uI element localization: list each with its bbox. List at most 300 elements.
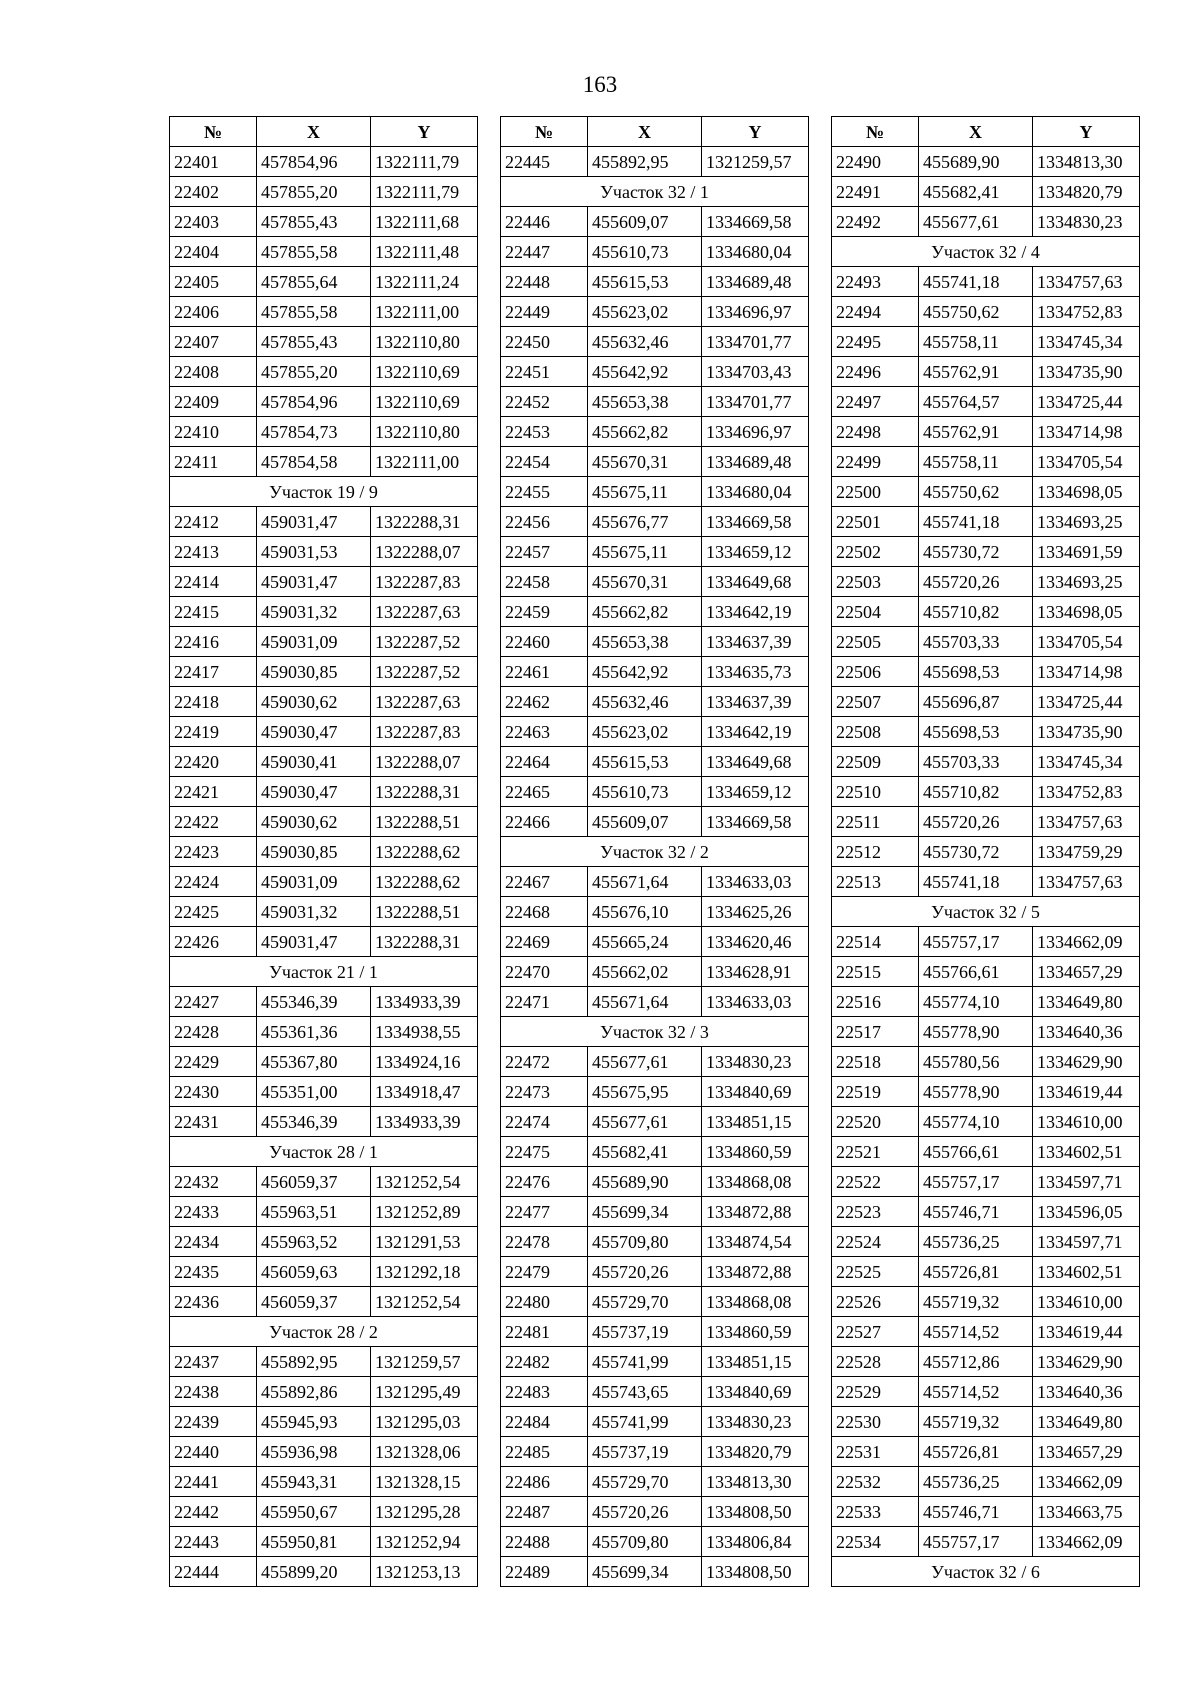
table-row — [170, 717, 478, 747]
y-value: 1334620,46 — [702, 927, 809, 957]
point-number: 22492 — [832, 207, 919, 237]
table-row — [170, 1197, 478, 1227]
point-number: 22402 — [170, 177, 257, 207]
x-value: 455730,72 — [919, 837, 1033, 867]
point-number: 22528 — [832, 1347, 919, 1377]
y-value: 1334851,15 — [702, 1347, 809, 1377]
point-number: 22467 — [501, 867, 588, 897]
table-row — [501, 1317, 809, 1347]
point-number: 22430 — [170, 1077, 257, 1107]
point-number: 22435 — [170, 1257, 257, 1287]
x-value: 455936,98 — [257, 1437, 371, 1467]
x-value: 455671,64 — [588, 987, 702, 1017]
point-number: 22478 — [501, 1227, 588, 1257]
y-value: 1334924,16 — [371, 1047, 478, 1077]
x-value: 455346,39 — [257, 1107, 371, 1137]
y-value: 1334619,44 — [1033, 1317, 1140, 1347]
table-row — [501, 897, 809, 927]
table-row — [501, 147, 809, 177]
x-value: 455774,10 — [919, 987, 1033, 1017]
y-value: 1321252,54 — [371, 1167, 478, 1197]
point-number: 22449 — [501, 297, 588, 327]
y-value: 1334633,03 — [702, 987, 809, 1017]
page-number: 163 — [582, 72, 618, 97]
point-number: 22424 — [170, 867, 257, 897]
x-value: 455698,53 — [919, 717, 1033, 747]
point-number: 22462 — [501, 687, 588, 717]
table-row — [170, 1107, 478, 1137]
point-number: 22423 — [170, 837, 257, 867]
y-value: 1334705,54 — [1033, 627, 1140, 657]
table-row — [170, 987, 478, 1017]
table-row — [832, 867, 1140, 897]
x-value: 457855,64 — [257, 267, 371, 297]
y-value: 1322287,63 — [371, 597, 478, 627]
y-value: 1334662,09 — [1033, 927, 1140, 957]
header-y: Y — [371, 117, 478, 147]
section-row — [501, 177, 809, 207]
y-value: 1334868,08 — [702, 1287, 809, 1317]
x-value: 455709,80 — [588, 1527, 702, 1557]
point-number: 22481 — [501, 1317, 588, 1347]
x-value: 459031,32 — [257, 897, 371, 927]
y-value: 1334872,88 — [702, 1257, 809, 1287]
header-x: X — [588, 117, 702, 147]
point-number: 22512 — [832, 837, 919, 867]
table-row — [170, 327, 478, 357]
y-value: 1334851,15 — [702, 1107, 809, 1137]
y-value: 1334714,98 — [1033, 417, 1140, 447]
section-row — [501, 837, 809, 867]
point-number: 22510 — [832, 777, 919, 807]
point-number: 22461 — [501, 657, 588, 687]
y-value: 1334759,29 — [1033, 837, 1140, 867]
point-number: 22427 — [170, 987, 257, 1017]
table-row — [832, 507, 1140, 537]
point-number: 22447 — [501, 237, 588, 267]
x-value: 459030,41 — [257, 747, 371, 777]
table-row — [170, 357, 478, 387]
section-row — [170, 957, 478, 987]
table-row — [501, 1107, 809, 1137]
table-row — [170, 627, 478, 657]
x-value: 457854,73 — [257, 417, 371, 447]
table-row — [501, 1197, 809, 1227]
y-value: 1321328,15 — [371, 1467, 478, 1497]
y-value: 1334813,30 — [702, 1467, 809, 1497]
x-value: 455950,81 — [257, 1527, 371, 1557]
x-value: 455730,72 — [919, 537, 1033, 567]
point-number: 22513 — [832, 867, 919, 897]
point-number: 22506 — [832, 657, 919, 687]
point-number: 22473 — [501, 1077, 588, 1107]
table-row — [501, 1377, 809, 1407]
x-value: 455675,11 — [588, 477, 702, 507]
x-value: 455609,07 — [588, 807, 702, 837]
x-value: 455736,25 — [919, 1467, 1033, 1497]
y-value: 1334649,80 — [1033, 1407, 1140, 1437]
table-row — [501, 567, 809, 597]
table-row — [832, 327, 1140, 357]
table-row — [170, 1077, 478, 1107]
point-number: 22464 — [501, 747, 588, 777]
x-value: 457854,96 — [257, 147, 371, 177]
x-value: 455615,53 — [588, 267, 702, 297]
y-value: 1334933,39 — [371, 987, 478, 1017]
x-value: 455741,18 — [919, 867, 1033, 897]
y-value: 1334725,44 — [1033, 687, 1140, 717]
section-row — [170, 477, 478, 507]
x-value: 455676,77 — [588, 507, 702, 537]
y-value: 1334635,73 — [702, 657, 809, 687]
y-value: 1334628,91 — [702, 957, 809, 987]
point-number: 22458 — [501, 567, 588, 597]
x-value: 455709,80 — [588, 1227, 702, 1257]
point-number: 22519 — [832, 1077, 919, 1107]
table-row — [832, 1377, 1140, 1407]
point-number: 22475 — [501, 1137, 588, 1167]
y-value: 1334649,68 — [702, 747, 809, 777]
y-value: 1334808,50 — [702, 1557, 809, 1587]
table-row — [501, 387, 809, 417]
point-number: 22476 — [501, 1167, 588, 1197]
coordinates-table-3 — [831, 116, 1140, 1587]
table-row — [832, 1407, 1140, 1437]
table-row — [832, 837, 1140, 867]
x-value: 455737,19 — [588, 1437, 702, 1467]
table-row — [170, 1557, 478, 1587]
point-number: 22468 — [501, 897, 588, 927]
table-row — [832, 147, 1140, 177]
point-number: 22516 — [832, 987, 919, 1017]
y-value: 1334696,97 — [702, 417, 809, 447]
x-value: 455762,91 — [919, 357, 1033, 387]
point-number: 22526 — [832, 1287, 919, 1317]
table-row — [832, 627, 1140, 657]
table-row — [832, 357, 1140, 387]
x-value: 455623,02 — [588, 297, 702, 327]
header-number: № — [832, 117, 919, 147]
table-row — [832, 1437, 1140, 1467]
y-value: 1322287,52 — [371, 657, 478, 687]
x-value: 455746,71 — [919, 1497, 1033, 1527]
x-value: 455757,17 — [919, 1167, 1033, 1197]
x-value: 457855,20 — [257, 177, 371, 207]
table-row — [170, 1347, 478, 1377]
point-number: 22463 — [501, 717, 588, 747]
header-y: Y — [1033, 117, 1140, 147]
y-value: 1334597,71 — [1033, 1227, 1140, 1257]
point-number: 22443 — [170, 1527, 257, 1557]
table-row — [170, 747, 478, 777]
x-value: 457855,43 — [257, 207, 371, 237]
y-value: 1334640,36 — [1033, 1377, 1140, 1407]
y-value: 1334806,84 — [702, 1527, 809, 1557]
table-row — [501, 927, 809, 957]
table-row — [832, 267, 1140, 297]
x-value: 455653,38 — [588, 627, 702, 657]
section-title: Участок 28 / 1 — [170, 1137, 478, 1167]
table-row — [501, 507, 809, 537]
y-value: 1322287,83 — [371, 567, 478, 597]
table-row — [832, 417, 1140, 447]
point-number: 22419 — [170, 717, 257, 747]
y-value: 1322110,80 — [371, 417, 478, 447]
point-number: 22520 — [832, 1107, 919, 1137]
point-number: 22416 — [170, 627, 257, 657]
x-value: 459030,47 — [257, 717, 371, 747]
y-value: 1334703,43 — [702, 357, 809, 387]
y-value: 1334649,80 — [1033, 987, 1140, 1017]
y-value: 1334830,23 — [702, 1047, 809, 1077]
y-value: 1334701,77 — [702, 387, 809, 417]
y-value: 1334860,59 — [702, 1137, 809, 1167]
table-row — [170, 147, 478, 177]
point-number: 22407 — [170, 327, 257, 357]
y-value: 1334757,63 — [1033, 267, 1140, 297]
point-number: 22429 — [170, 1047, 257, 1077]
x-value: 455699,34 — [588, 1197, 702, 1227]
header-x: X — [257, 117, 371, 147]
y-value: 1321253,13 — [371, 1557, 478, 1587]
x-value: 455774,10 — [919, 1107, 1033, 1137]
y-value: 1322288,31 — [371, 507, 478, 537]
point-number: 22502 — [832, 537, 919, 567]
table-row — [832, 207, 1140, 237]
point-number: 22451 — [501, 357, 588, 387]
table-row — [170, 1047, 478, 1077]
y-value: 1322111,68 — [371, 207, 478, 237]
table-row — [832, 1227, 1140, 1257]
y-value: 1334689,48 — [702, 447, 809, 477]
table-row — [501, 327, 809, 357]
y-value: 1334680,04 — [702, 237, 809, 267]
x-value: 455665,24 — [588, 927, 702, 957]
x-value: 455719,32 — [919, 1287, 1033, 1317]
table-row — [832, 597, 1140, 627]
table-row — [170, 297, 478, 327]
point-number: 22422 — [170, 807, 257, 837]
point-number: 22442 — [170, 1497, 257, 1527]
y-value: 1334625,26 — [702, 897, 809, 927]
table-row — [501, 747, 809, 777]
x-value: 455766,61 — [919, 1137, 1033, 1167]
y-value: 1334669,58 — [702, 207, 809, 237]
section-title: Участок 32 / 5 — [832, 897, 1140, 927]
y-value: 1334629,90 — [1033, 1047, 1140, 1077]
x-value: 455892,86 — [257, 1377, 371, 1407]
y-value: 1334830,23 — [1033, 207, 1140, 237]
header-row — [501, 117, 809, 147]
x-value: 455726,81 — [919, 1257, 1033, 1287]
table-row — [832, 1047, 1140, 1077]
point-number: 22483 — [501, 1377, 588, 1407]
header-y: Y — [702, 117, 809, 147]
y-value: 1321295,28 — [371, 1497, 478, 1527]
table-row — [832, 1527, 1140, 1557]
point-number: 22414 — [170, 567, 257, 597]
section-title: Участок 28 / 2 — [170, 1317, 478, 1347]
table-row — [832, 1167, 1140, 1197]
point-number: 22455 — [501, 477, 588, 507]
y-value: 1334610,00 — [1033, 1287, 1140, 1317]
x-value: 455945,93 — [257, 1407, 371, 1437]
x-value: 455720,26 — [588, 1257, 702, 1287]
x-value: 457855,20 — [257, 357, 371, 387]
point-number: 22439 — [170, 1407, 257, 1437]
y-value: 1334637,39 — [702, 627, 809, 657]
table-row — [170, 207, 478, 237]
x-value: 456059,63 — [257, 1257, 371, 1287]
y-value: 1334629,90 — [1033, 1347, 1140, 1377]
point-number: 22425 — [170, 897, 257, 927]
point-number: 22452 — [501, 387, 588, 417]
table-row — [832, 567, 1140, 597]
point-number: 22490 — [832, 147, 919, 177]
point-number: 22477 — [501, 1197, 588, 1227]
point-number: 22504 — [832, 597, 919, 627]
section-row — [832, 237, 1140, 267]
y-value: 1322287,52 — [371, 627, 478, 657]
table-row — [170, 237, 478, 267]
point-number: 22515 — [832, 957, 919, 987]
table-row — [501, 717, 809, 747]
section-row — [832, 1557, 1140, 1587]
x-value: 455653,38 — [588, 387, 702, 417]
x-value: 459031,09 — [257, 627, 371, 657]
table-row — [832, 1107, 1140, 1137]
table-row — [832, 1317, 1140, 1347]
table-row — [501, 447, 809, 477]
y-value: 1334840,69 — [702, 1377, 809, 1407]
x-value: 455696,87 — [919, 687, 1033, 717]
table-row — [501, 867, 809, 897]
x-value: 455677,61 — [588, 1047, 702, 1077]
x-value: 456059,37 — [257, 1167, 371, 1197]
y-value: 1334659,12 — [702, 537, 809, 567]
y-value: 1334813,30 — [1033, 147, 1140, 177]
table-row — [501, 477, 809, 507]
x-value: 455699,34 — [588, 1557, 702, 1587]
x-value: 455719,32 — [919, 1407, 1033, 1437]
point-number: 22532 — [832, 1467, 919, 1497]
x-value: 455714,52 — [919, 1377, 1033, 1407]
y-value: 1334649,68 — [702, 567, 809, 597]
y-value: 1334868,08 — [702, 1167, 809, 1197]
table-row — [170, 1377, 478, 1407]
point-number: 22485 — [501, 1437, 588, 1467]
y-value: 1334757,63 — [1033, 807, 1140, 837]
point-number: 22517 — [832, 1017, 919, 1047]
x-value: 455780,56 — [919, 1047, 1033, 1077]
x-value: 455963,51 — [257, 1197, 371, 1227]
y-value: 1334657,29 — [1033, 1437, 1140, 1467]
y-value: 1322288,51 — [371, 897, 478, 927]
x-value: 455670,31 — [588, 567, 702, 597]
y-value: 1321295,03 — [371, 1407, 478, 1437]
y-value: 1334669,58 — [702, 507, 809, 537]
x-value: 455750,62 — [919, 297, 1033, 327]
table-row — [501, 1077, 809, 1107]
x-value: 455943,31 — [257, 1467, 371, 1497]
table-row — [501, 807, 809, 837]
y-value: 1334633,03 — [702, 867, 809, 897]
table-row — [832, 1077, 1140, 1107]
x-value: 455750,62 — [919, 477, 1033, 507]
y-value: 1321252,89 — [371, 1197, 478, 1227]
table-row — [832, 1017, 1140, 1047]
y-value: 1334602,51 — [1033, 1257, 1140, 1287]
y-value: 1334757,63 — [1033, 867, 1140, 897]
point-number: 22438 — [170, 1377, 257, 1407]
point-number: 22470 — [501, 957, 588, 987]
x-value: 455703,33 — [919, 627, 1033, 657]
point-number: 22479 — [501, 1257, 588, 1287]
section-title: Участок 21 / 1 — [170, 957, 478, 987]
y-value: 1322288,62 — [371, 837, 478, 867]
x-value: 455610,73 — [588, 237, 702, 267]
y-value: 1322287,63 — [371, 687, 478, 717]
x-value: 459031,47 — [257, 507, 371, 537]
point-number: 22466 — [501, 807, 588, 837]
table-row — [170, 1257, 478, 1287]
table-row — [501, 1137, 809, 1167]
table-row — [501, 1227, 809, 1257]
y-value: 1322111,00 — [371, 297, 478, 327]
y-value: 1334735,90 — [1033, 717, 1140, 747]
y-value: 1334860,59 — [702, 1317, 809, 1347]
x-value: 455361,36 — [257, 1017, 371, 1047]
table-row — [832, 477, 1140, 507]
x-value: 455892,95 — [588, 147, 702, 177]
point-number: 22418 — [170, 687, 257, 717]
x-value: 455677,61 — [919, 207, 1033, 237]
x-value: 459030,62 — [257, 807, 371, 837]
table-row — [501, 267, 809, 297]
y-value: 1334698,05 — [1033, 477, 1140, 507]
x-value: 455758,11 — [919, 447, 1033, 477]
y-value: 1334752,83 — [1033, 777, 1140, 807]
y-value: 1321259,57 — [702, 147, 809, 177]
point-number: 22505 — [832, 627, 919, 657]
table-row — [832, 387, 1140, 417]
point-number: 22523 — [832, 1197, 919, 1227]
y-value: 1334714,98 — [1033, 657, 1140, 687]
table-row — [501, 1287, 809, 1317]
y-value: 1334693,25 — [1033, 567, 1140, 597]
y-value: 1322111,00 — [371, 447, 478, 477]
point-number: 22487 — [501, 1497, 588, 1527]
point-number: 22450 — [501, 327, 588, 357]
point-number: 22408 — [170, 357, 257, 387]
x-value: 455662,82 — [588, 597, 702, 627]
point-number: 22514 — [832, 927, 919, 957]
y-value: 1334918,47 — [371, 1077, 478, 1107]
point-number: 22405 — [170, 267, 257, 297]
point-number: 22496 — [832, 357, 919, 387]
table-row — [501, 687, 809, 717]
y-value: 1334691,59 — [1033, 537, 1140, 567]
point-number: 22404 — [170, 237, 257, 267]
table-row — [832, 1197, 1140, 1227]
coordinates-table-2 — [500, 116, 809, 1587]
table-row — [832, 1467, 1140, 1497]
point-number: 22441 — [170, 1467, 257, 1497]
x-value: 455737,19 — [588, 1317, 702, 1347]
table-row — [170, 867, 478, 897]
coordinates-table-1 — [169, 116, 478, 1587]
table-row — [501, 1497, 809, 1527]
